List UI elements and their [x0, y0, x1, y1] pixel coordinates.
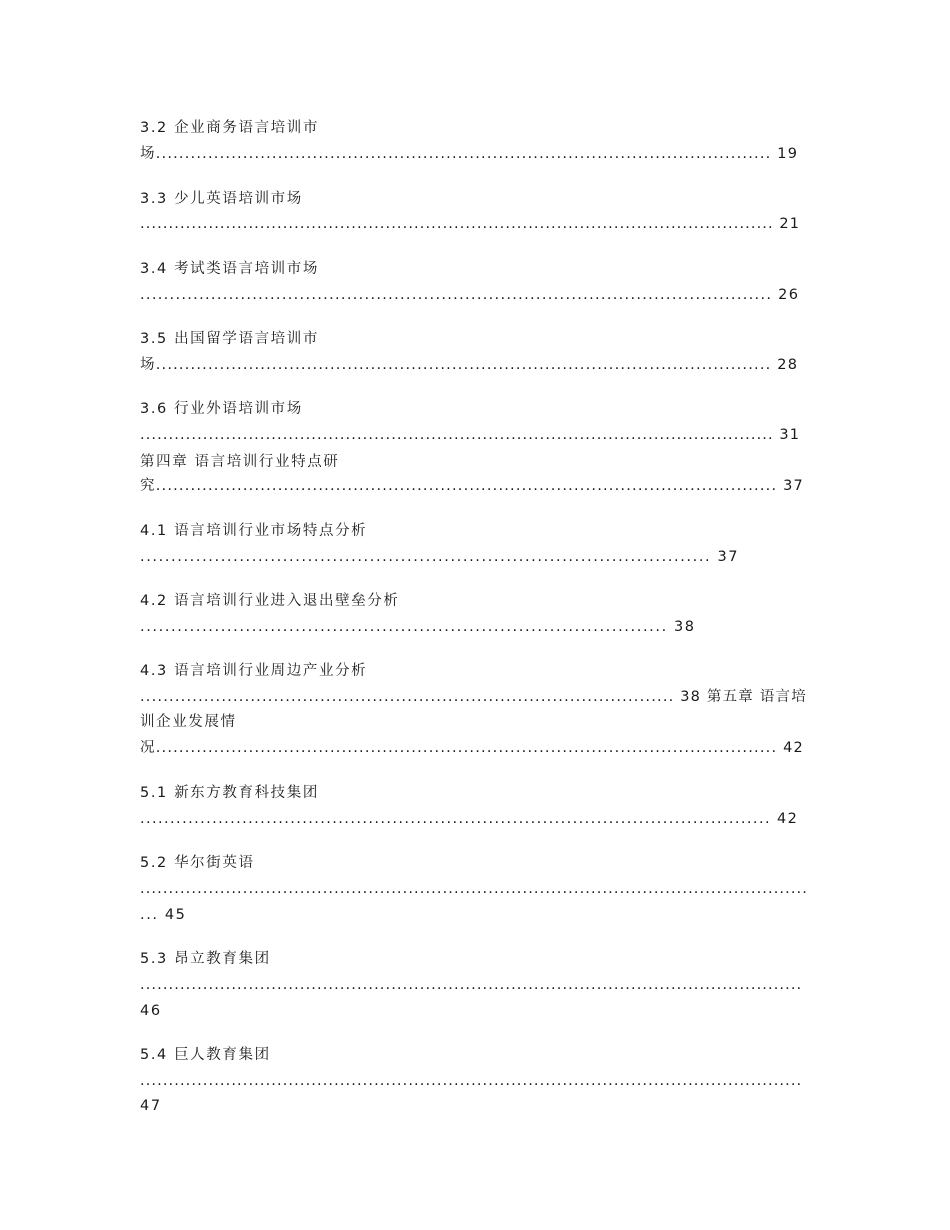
- toc-line: 5.1 新东方教育科技集团: [140, 785, 319, 801]
- toc-line: ....................................................................................................................: [140, 977, 803, 993]
- toc-line: 3.3 少儿英语培训市场: [140, 191, 303, 207]
- toc-line: ............................................................................................ 38 第五章 语言培: [140, 689, 807, 705]
- toc-line: 47: [140, 1098, 162, 1114]
- toc-line: 4.2 语言培训行业进入退出壁垒分析: [140, 593, 400, 609]
- toc-line: ......................................................................................................... 42: [140, 811, 799, 827]
- toc-line: 场.......................................................................................................... 28: [140, 357, 799, 373]
- toc-line: 况........................................................................................................... 42: [140, 740, 804, 756]
- toc-line: 3.2 企业商务语言培训市: [140, 120, 319, 136]
- toc-line: 3.5 出国留学语言培训市: [140, 331, 319, 347]
- toc-line: 4.3 语言培训行业周边产业分析: [140, 663, 368, 679]
- toc-line: .....................................................................................................................: [140, 881, 808, 897]
- toc-line: 5.2 华尔街英语: [140, 855, 255, 871]
- toc-line: ............................................................................................................... 31: [140, 427, 801, 443]
- toc-line: ........................................................................................................... 26: [140, 287, 800, 303]
- toc-line: ... 45: [140, 907, 187, 923]
- toc-line: 4.1 语言培训行业市场特点分析: [140, 523, 368, 539]
- toc-line: ............................................................................................................... 21: [140, 216, 801, 232]
- toc-line: 训企业发展情: [140, 714, 237, 730]
- toc-line: 3.6 行业外语培训市场: [140, 401, 303, 417]
- toc-line: ............................................................................................ 37: [140, 549, 740, 565]
- toc-line: 第四章 语言培训行业特点研: [140, 454, 340, 470]
- toc-line: 究........................................................................................................... 37: [140, 478, 804, 494]
- toc-line: 5.3 昂立教育集团: [140, 951, 271, 967]
- toc-line: 场.......................................................................................................... 19: [140, 146, 799, 162]
- toc-line: 3.4 考试类语言培训市场: [140, 261, 319, 277]
- toc-line: ....................................................................................................................: [140, 1073, 803, 1089]
- toc-line: ..................................................................................... 38: [140, 619, 696, 635]
- toc-line: 46: [140, 1003, 162, 1019]
- toc-line: 5.4 巨人教育集团: [140, 1047, 271, 1063]
